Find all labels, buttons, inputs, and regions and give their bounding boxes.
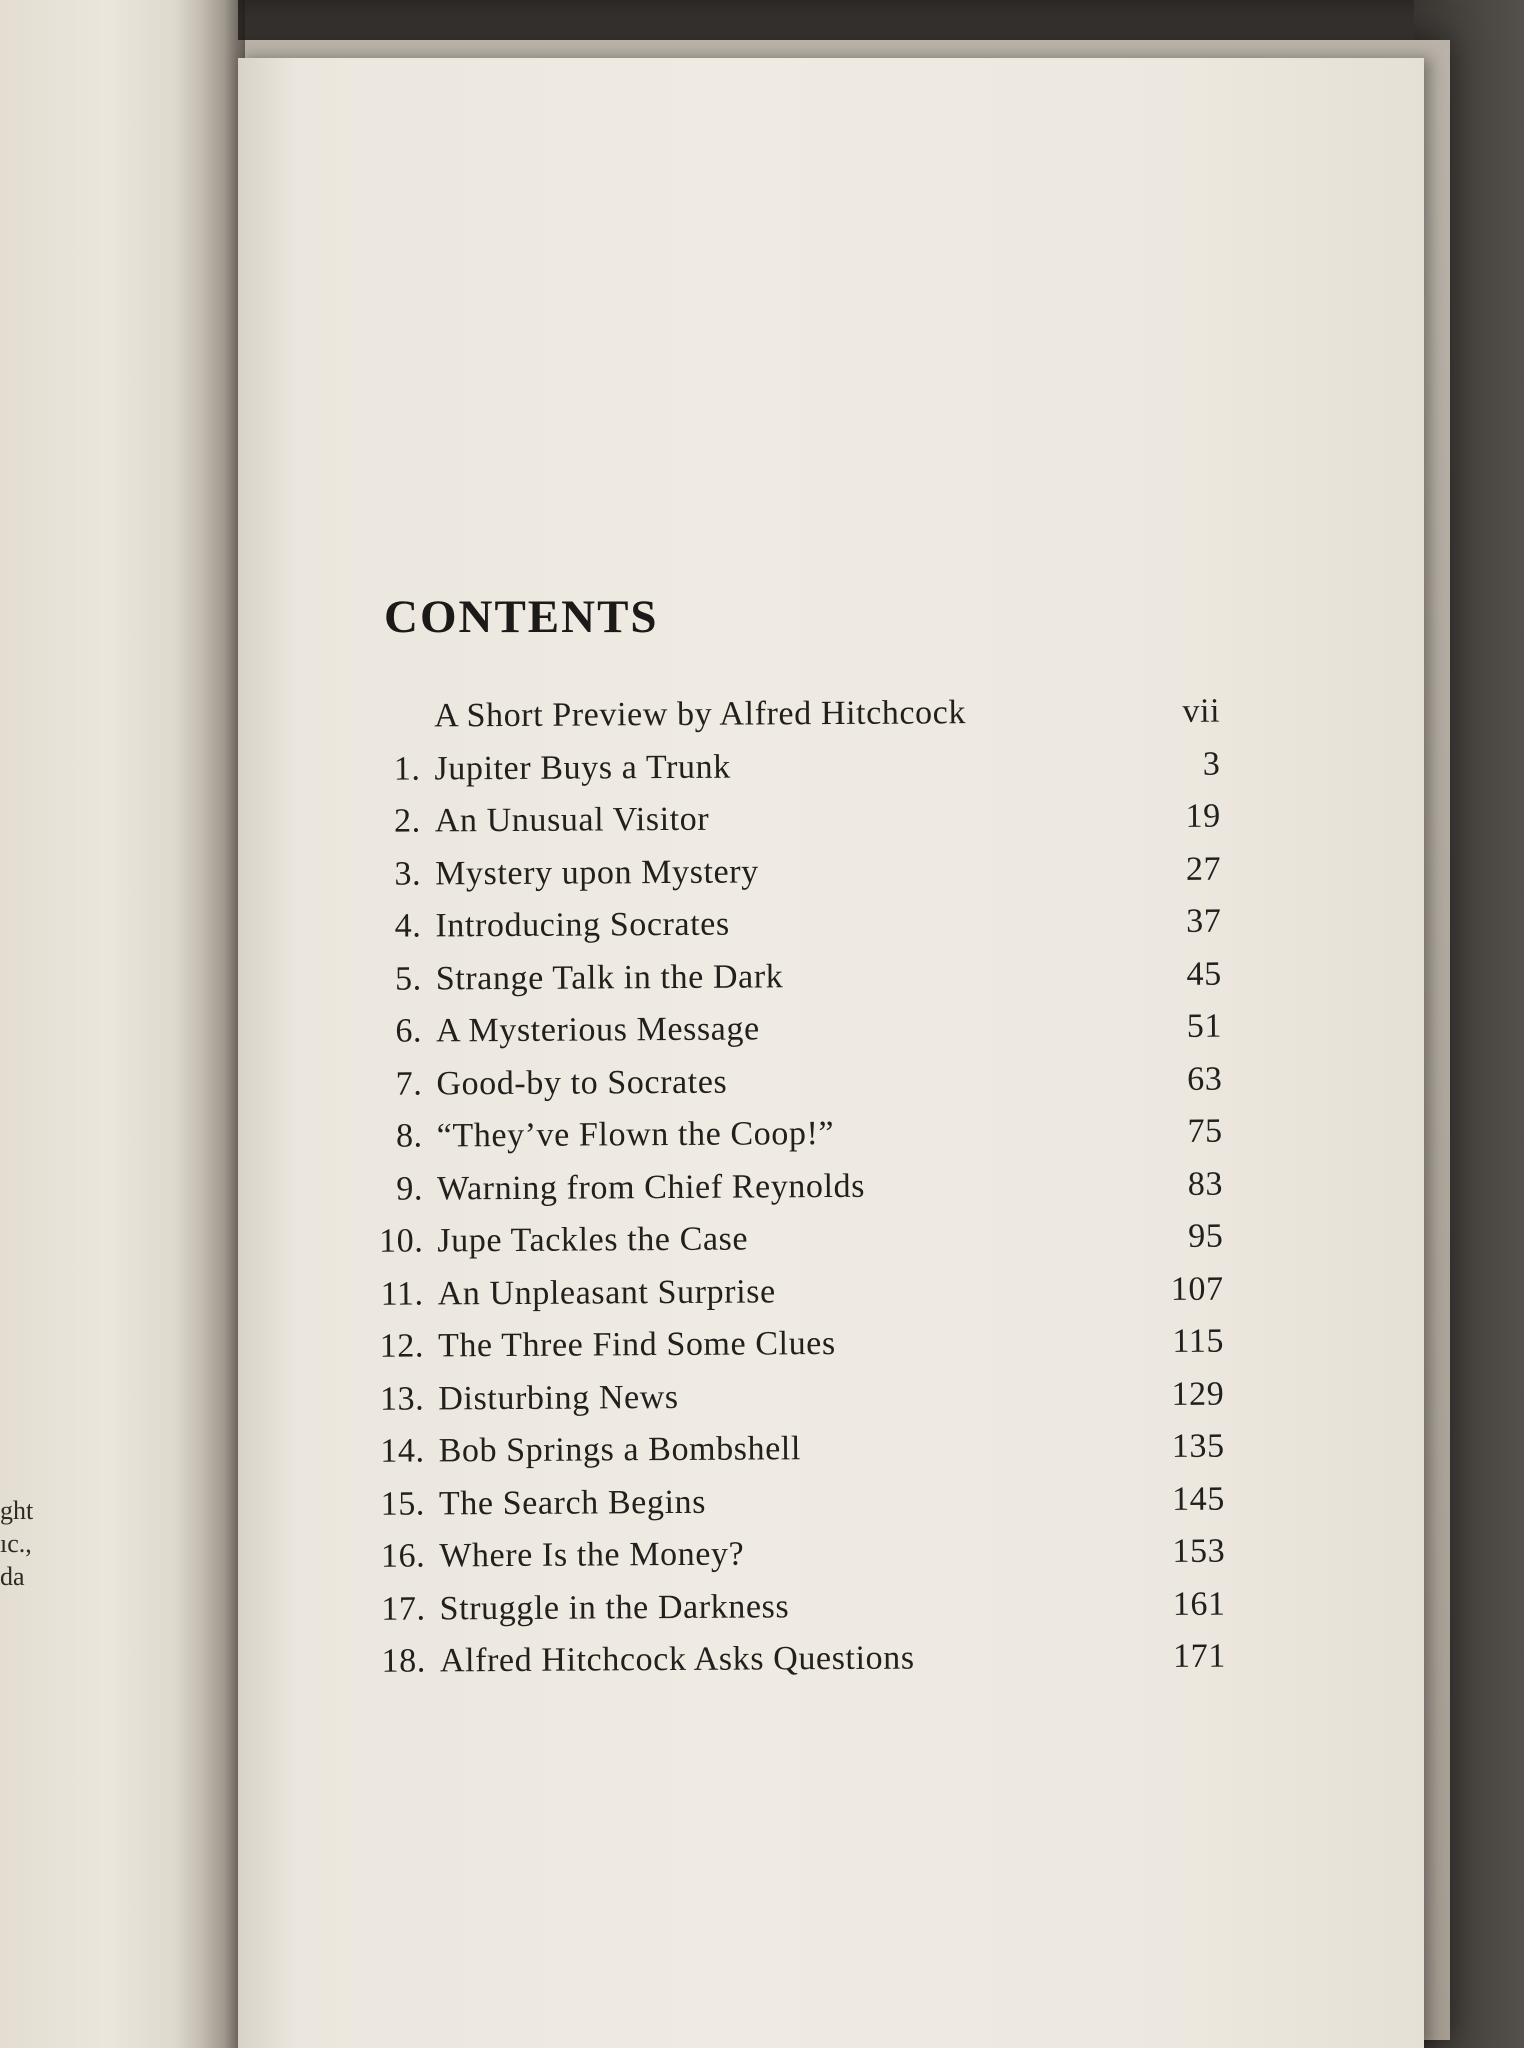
toc-entry <box>345 1524 1245 1582</box>
toc-entry <box>344 1419 1244 1477</box>
toc-entry-number: 12. <box>379 1327 425 1365</box>
toc-entry-page: 3 <box>1202 745 1221 783</box>
toc-entry-page: 153 <box>1172 1532 1226 1570</box>
toc-entry-title: Good-by to Socrates <box>436 1063 728 1102</box>
toc-entry-title: Jupiter Buys a Trunk <box>434 748 731 787</box>
toc-entry <box>341 790 1241 848</box>
toc-entry-page: 145 <box>1172 1480 1226 1518</box>
toc-entry <box>343 1157 1243 1215</box>
toc-entry-preview <box>340 685 1240 743</box>
toc-entry-number: 4. <box>394 907 422 945</box>
toc-entry <box>343 1209 1243 1267</box>
toc-entry <box>344 1262 1244 1320</box>
toc-entry-title: Jupe Tackles the Case <box>437 1220 749 1260</box>
toc-entry-number: 7. <box>395 1065 423 1103</box>
left-page-text-fragments <box>0 1494 33 1593</box>
toc-entry-number: 8. <box>395 1117 423 1155</box>
toc-entry-title: A Mysterious Message <box>435 1010 760 1050</box>
toc-entry-page: 115 <box>1172 1322 1225 1360</box>
toc-entry-title: The Search Begins <box>438 1483 707 1522</box>
toc-entry-number: 11. <box>380 1275 424 1313</box>
toc-entry-page: 83 <box>1187 1165 1224 1203</box>
toc-entry-page: 51 <box>1186 1007 1223 1045</box>
toc-entry <box>343 1104 1243 1162</box>
toc-entry <box>342 947 1242 1005</box>
toc-entry-number: 10. <box>378 1222 424 1260</box>
toc-entry <box>345 1577 1245 1635</box>
toc-entry-title: Alfred Hitchcock Asks Questions <box>439 1639 915 1680</box>
toc-entry-page: 129 <box>1171 1375 1225 1413</box>
toc-entry-number: 1. <box>393 750 421 788</box>
toc-entry <box>342 999 1242 1057</box>
toc-entry-page: 37 <box>1186 902 1222 940</box>
toc-entry-title: Disturbing News <box>438 1378 679 1417</box>
toc-entry-number: 5. <box>394 960 422 998</box>
toc-entry-title: Where Is the Money? <box>439 1535 745 1575</box>
left-page-fragment: ıc., <box>0 1529 32 1558</box>
toc-entry-number: 17. <box>381 1589 426 1628</box>
toc-entry-title: Warning from Chief Reynolds <box>436 1167 866 1207</box>
page-gutter-shadow <box>175 0 245 2048</box>
toc-entry-number: 13. <box>379 1379 425 1418</box>
toc-entry-page: 63 <box>1187 1060 1223 1098</box>
toc-entry-number: 3. <box>394 855 422 893</box>
contents-heading: CONTENTS <box>384 591 659 643</box>
toc-entry <box>340 737 1240 795</box>
toc-entry-title: Strange Talk in the Dark <box>435 957 784 997</box>
toc-entry-title: An Unusual Visitor <box>434 800 710 840</box>
toc-entry <box>341 894 1241 952</box>
toc-entry-number: 16. <box>380 1537 426 1575</box>
toc-entry-number: 15. <box>380 1484 426 1523</box>
toc-entry <box>345 1472 1245 1530</box>
toc-entry-page: 95 <box>1188 1217 1224 1255</box>
toc-entry-page: 75 <box>1187 1112 1223 1150</box>
toc-entry-title: Mystery upon Mystery <box>435 852 759 892</box>
toc-entry-number: 6. <box>395 1012 423 1050</box>
toc-entry-number: 14. <box>380 1432 425 1470</box>
toc-entry-title: An Unpleasant Surprise <box>437 1272 776 1312</box>
toc-entry-title: A Short Preview by Alfred Hitchcock <box>434 694 967 735</box>
toc-entry-title: Bob Springs a Bombshell <box>438 1430 802 1470</box>
toc-entry <box>346 1629 1246 1687</box>
toc-entry <box>344 1367 1244 1425</box>
toc-entry-page: 171 <box>1172 1637 1227 1675</box>
toc-entry-page: 107 <box>1170 1270 1224 1308</box>
toc-entry-number: 9. <box>396 1170 424 1208</box>
toc-entry-number: 2. <box>393 802 421 840</box>
toc-entry-page: 161 <box>1172 1585 1226 1623</box>
toc-entry <box>344 1314 1244 1372</box>
toc-entry <box>342 1052 1242 1110</box>
table-of-contents <box>340 685 1246 1688</box>
toc-entry-title: Struggle in the Darkness <box>439 1587 790 1627</box>
toc-entry <box>341 842 1241 900</box>
left-page-fragment: ght <box>0 1496 34 1525</box>
toc-entry-page: 27 <box>1185 850 1222 888</box>
toc-entry-title: The Three Find Some Clues <box>437 1324 836 1365</box>
left-page-fragment: da <box>0 1562 25 1591</box>
toc-entry-page: 19 <box>1185 797 1221 835</box>
toc-entry-page: 135 <box>1171 1427 1225 1465</box>
toc-entry-page: vii <box>1182 692 1221 730</box>
toc-entry-page: 45 <box>1186 955 1222 993</box>
toc-entry-title: “They’ve Flown the Coop!” <box>436 1114 835 1155</box>
toc-entry-title: Introducing Socrates <box>435 905 730 945</box>
toc-entry-number: 18. <box>381 1642 427 1680</box>
